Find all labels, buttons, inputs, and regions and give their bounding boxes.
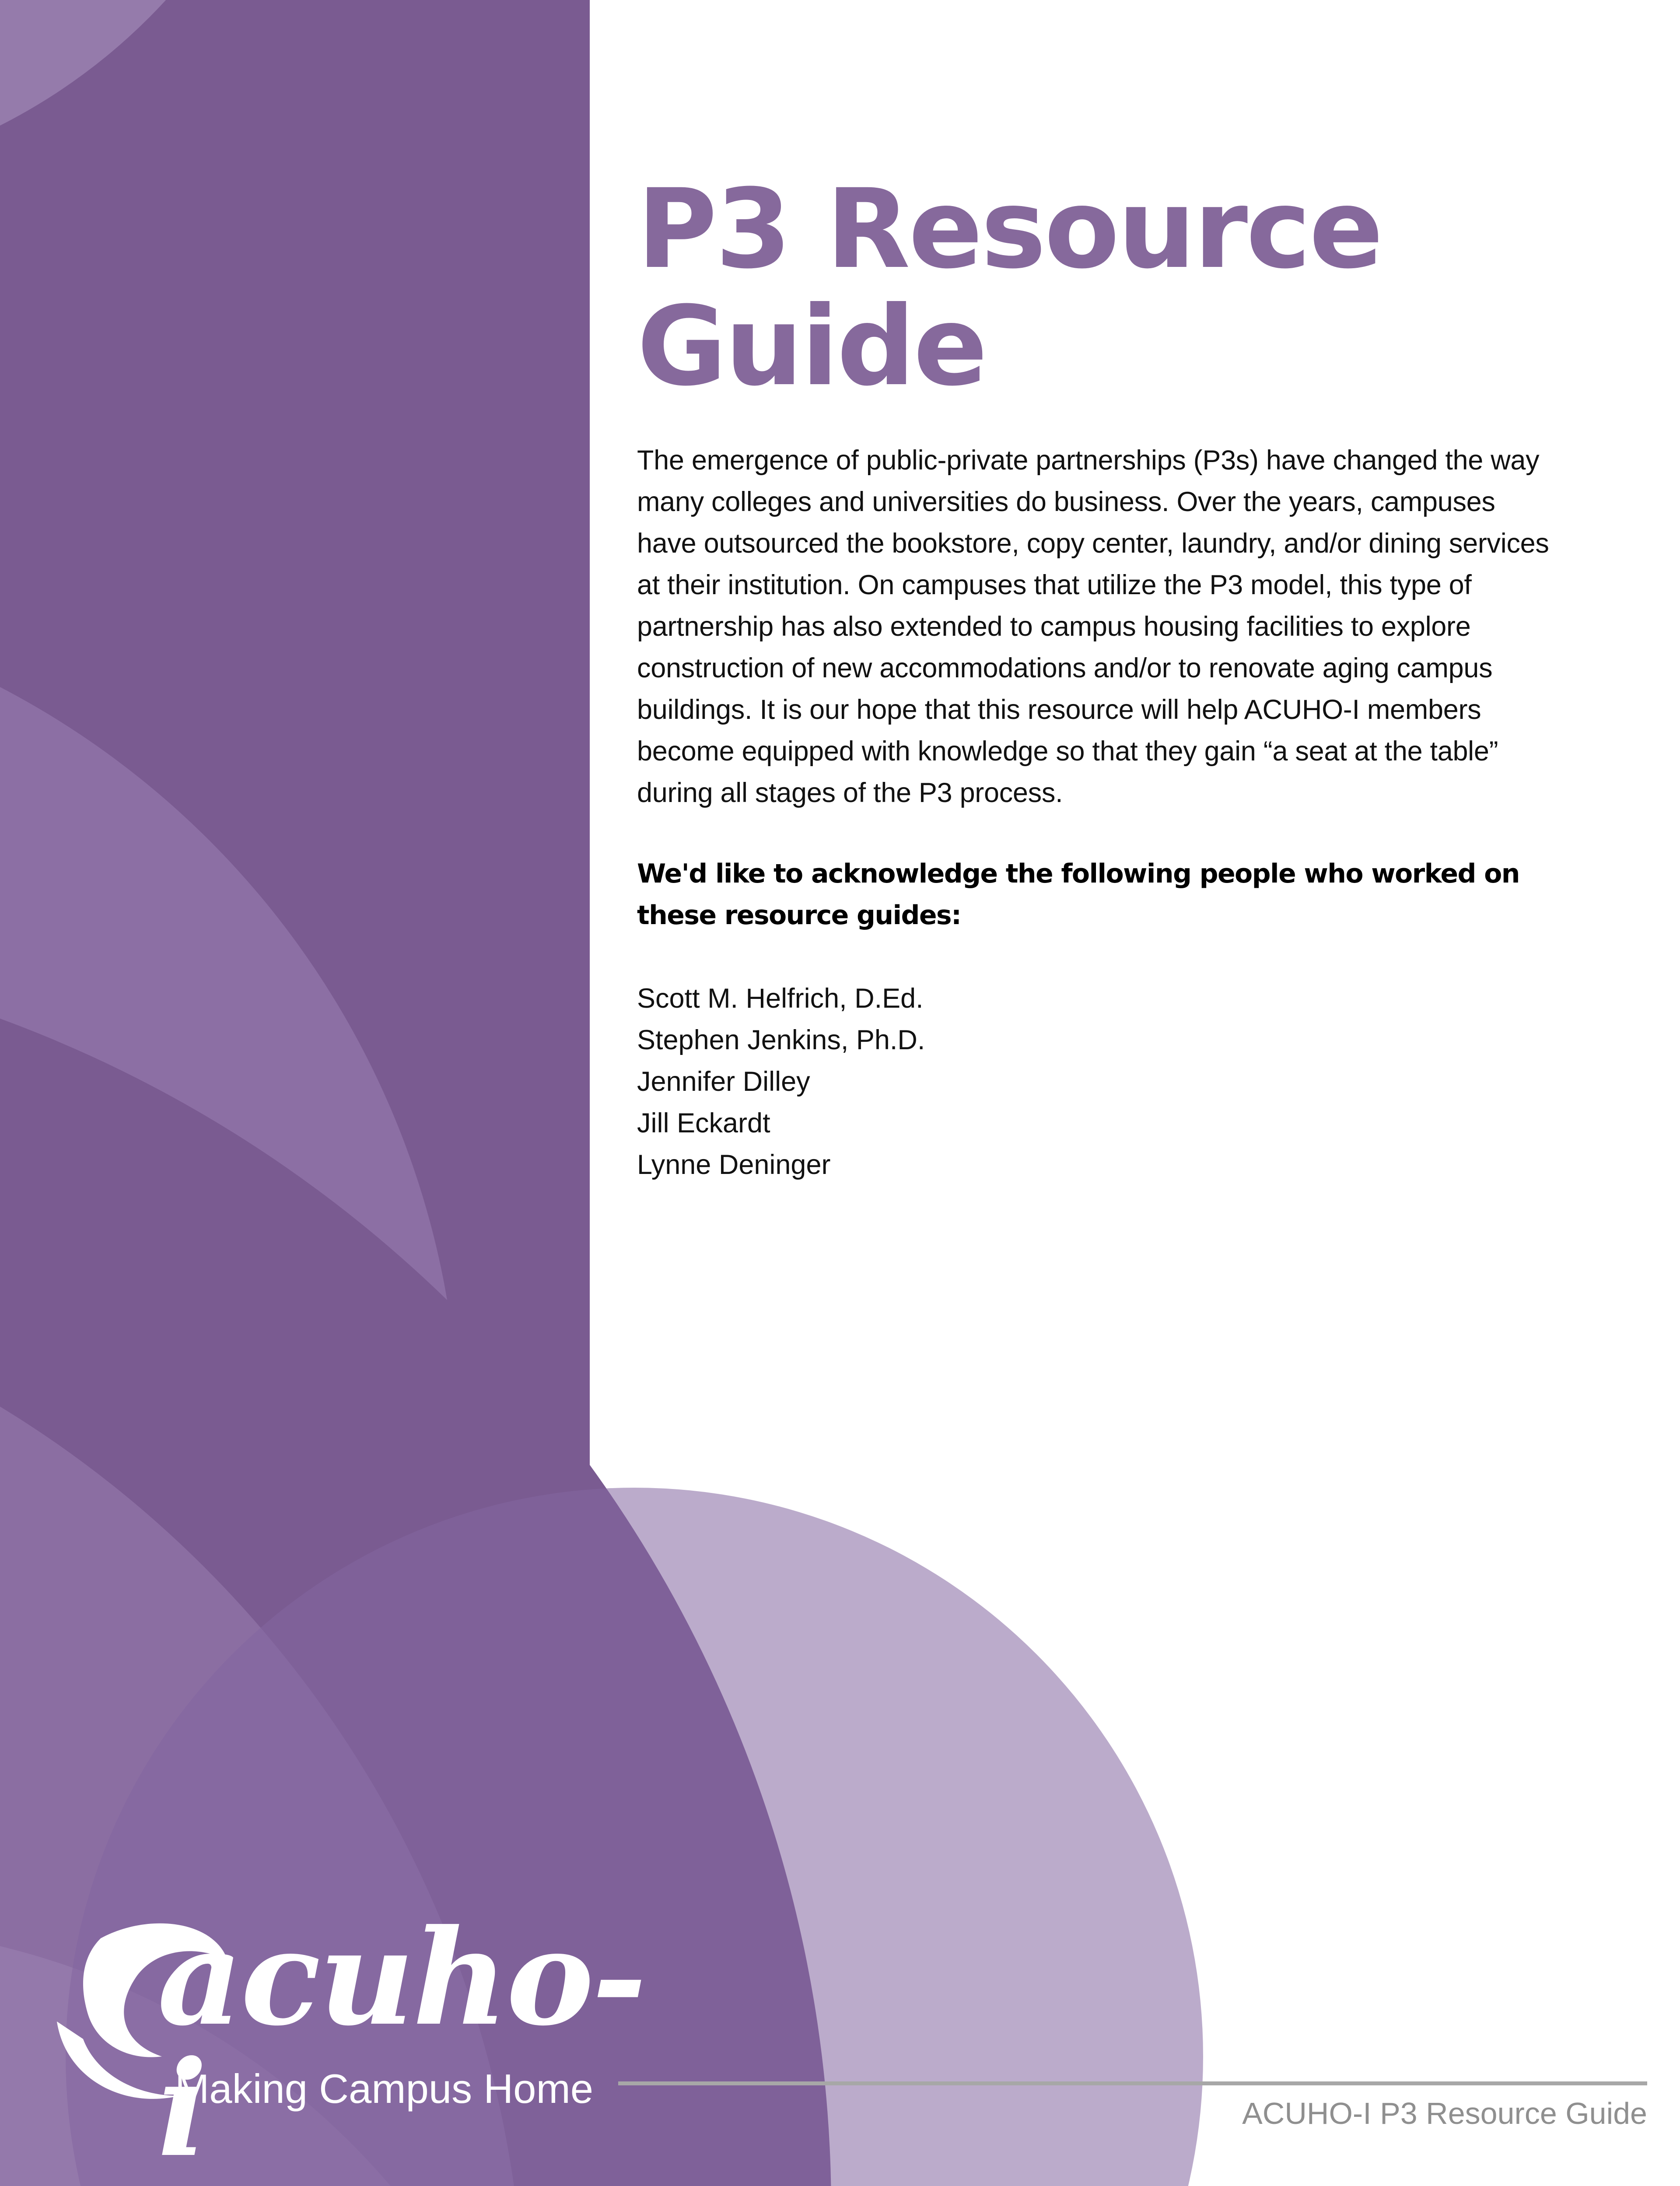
contributor-name: Scott M. Helfrich, D.Ed. — [637, 983, 924, 1014]
decorative-sidebar — [0, 0, 645, 2186]
acknowledgement-heading: We'd like to acknowledge the following people who worked on these resource guides: — [637, 858, 1519, 931]
acuho-i-logo — [48, 1900, 645, 2186]
sidebar-circles-graphic — [0, 0, 590, 2171]
logo-tagline: Making Campus Home — [175, 2066, 594, 2112]
logo-wordmark: acuho-i — [158, 1900, 645, 2186]
contributor-list — [637, 978, 925, 1186]
contributor-name: Jennifer Dilley — [637, 1066, 810, 1097]
contributor-name: Lynne Deninger — [637, 1149, 831, 1180]
contributor-name: Jill Eckardt — [637, 1108, 770, 1139]
footer-divider — [618, 2081, 1647, 2085]
footer-title: ACUHO-I P3 Resource Guide — [1242, 2096, 1647, 2130]
page-title: P3 Resource Guide — [637, 165, 1382, 410]
intro-paragraph: The emergence of public-private partnerships (P3s) have changed the way many colleges and universities do business. Over the years, campuses have outsourced the bookstore, copy center, laundry, and/or dining services at their institution. On campuses that utilize the P3 model, this type of partnership has also extended to campus housing facilities to explore construction of new accommodations and/or to renovate aging campus buildings. It is our hope that this resource will help ACUHO-I members become equipped with knowledge so that they gain “a seat at the table” during all stages of the P3 process. — [637, 445, 1549, 808]
contributor-name: Stephen Jenkins, Ph.D. — [637, 1025, 925, 1055]
